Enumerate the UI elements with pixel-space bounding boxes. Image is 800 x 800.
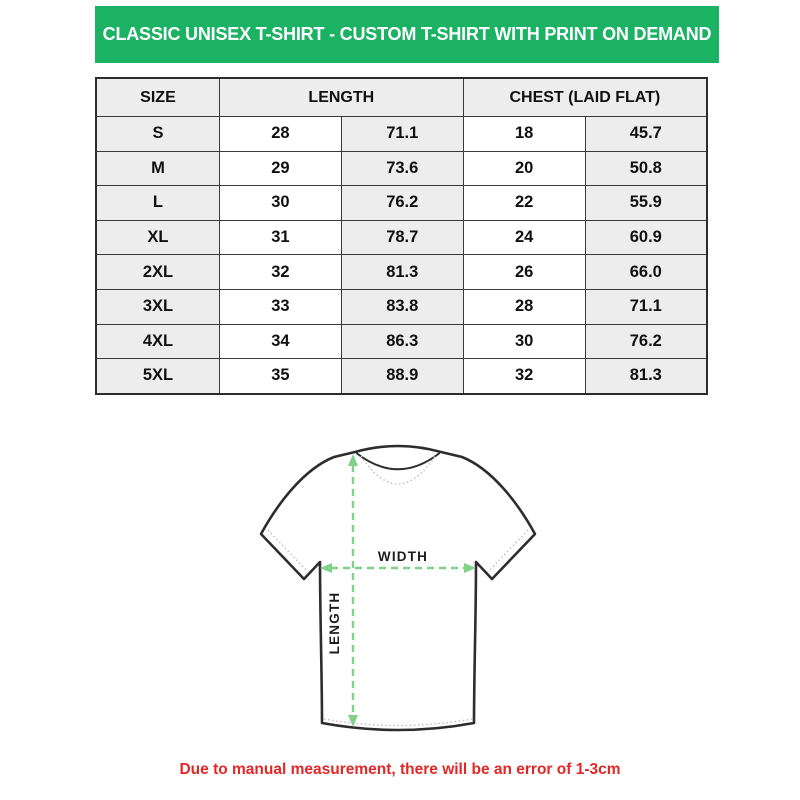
tshirt-diagram [240, 435, 560, 755]
value-cell: 71.1 [341, 117, 463, 152]
value-cell: 76.2 [585, 324, 707, 359]
value-cell: 78.7 [341, 220, 463, 255]
value-cell: 30 [219, 186, 341, 221]
value-cell: 29 [219, 151, 341, 186]
value-cell: 32 [463, 359, 585, 394]
size-cell: 3XL [96, 289, 219, 324]
col-header-length: LENGTH [219, 78, 463, 117]
value-cell: 66.0 [585, 255, 707, 290]
size-cell: S [96, 117, 219, 152]
size-chart-table [95, 77, 708, 395]
value-cell: 18 [463, 117, 585, 152]
value-cell: 86.3 [341, 324, 463, 359]
size-cell: 5XL [96, 359, 219, 394]
title-banner [95, 6, 719, 63]
value-cell: 24 [463, 220, 585, 255]
measurement-note: Due to manual measurement, there will be an error of 1-3cm [179, 761, 621, 778]
value-cell: 28 [463, 289, 585, 324]
value-cell: 88.9 [341, 359, 463, 394]
table-row [96, 359, 707, 394]
col-header-chest: CHEST (LAID FLAT) [463, 78, 707, 117]
table-row [96, 151, 707, 186]
value-cell: 50.8 [585, 151, 707, 186]
size-cell: L [96, 186, 219, 221]
size-cell: M [96, 151, 219, 186]
size-table-body [96, 117, 707, 394]
size-cell: 4XL [96, 324, 219, 359]
value-cell: 31 [219, 220, 341, 255]
table-row [96, 220, 707, 255]
value-cell: 30 [463, 324, 585, 359]
value-cell: 22 [463, 186, 585, 221]
tshirt-outline [261, 446, 535, 730]
table-row [96, 255, 707, 290]
value-cell: 26 [463, 255, 585, 290]
value-cell: 45.7 [585, 117, 707, 152]
table-row [96, 289, 707, 324]
table-header-row [96, 78, 707, 117]
value-cell: 35 [219, 359, 341, 394]
size-cell: XL [96, 220, 219, 255]
value-cell: 81.3 [341, 255, 463, 290]
table-row [96, 117, 707, 152]
value-cell: 34 [219, 324, 341, 359]
width-label: WIDTH [377, 549, 429, 564]
value-cell: 71.1 [585, 289, 707, 324]
size-cell: 2XL [96, 255, 219, 290]
table-row [96, 324, 707, 359]
length-label: LENGTH [327, 591, 342, 655]
value-cell: 28 [219, 117, 341, 152]
value-cell: 81.3 [585, 359, 707, 394]
value-cell: 73.6 [341, 151, 463, 186]
page-title: CLASSIC UNISEX T-SHIRT - CUSTOM T-SHIRT WITH PRINT ON DEMAND [102, 24, 712, 44]
value-cell: 33 [219, 289, 341, 324]
table-row [96, 186, 707, 221]
tshirt-body-shape [261, 446, 535, 730]
col-header-size: SIZE [96, 78, 219, 117]
value-cell: 55.9 [585, 186, 707, 221]
value-cell: 83.8 [341, 289, 463, 324]
value-cell: 20 [463, 151, 585, 186]
value-cell: 32 [219, 255, 341, 290]
value-cell: 60.9 [585, 220, 707, 255]
value-cell: 76.2 [341, 186, 463, 221]
